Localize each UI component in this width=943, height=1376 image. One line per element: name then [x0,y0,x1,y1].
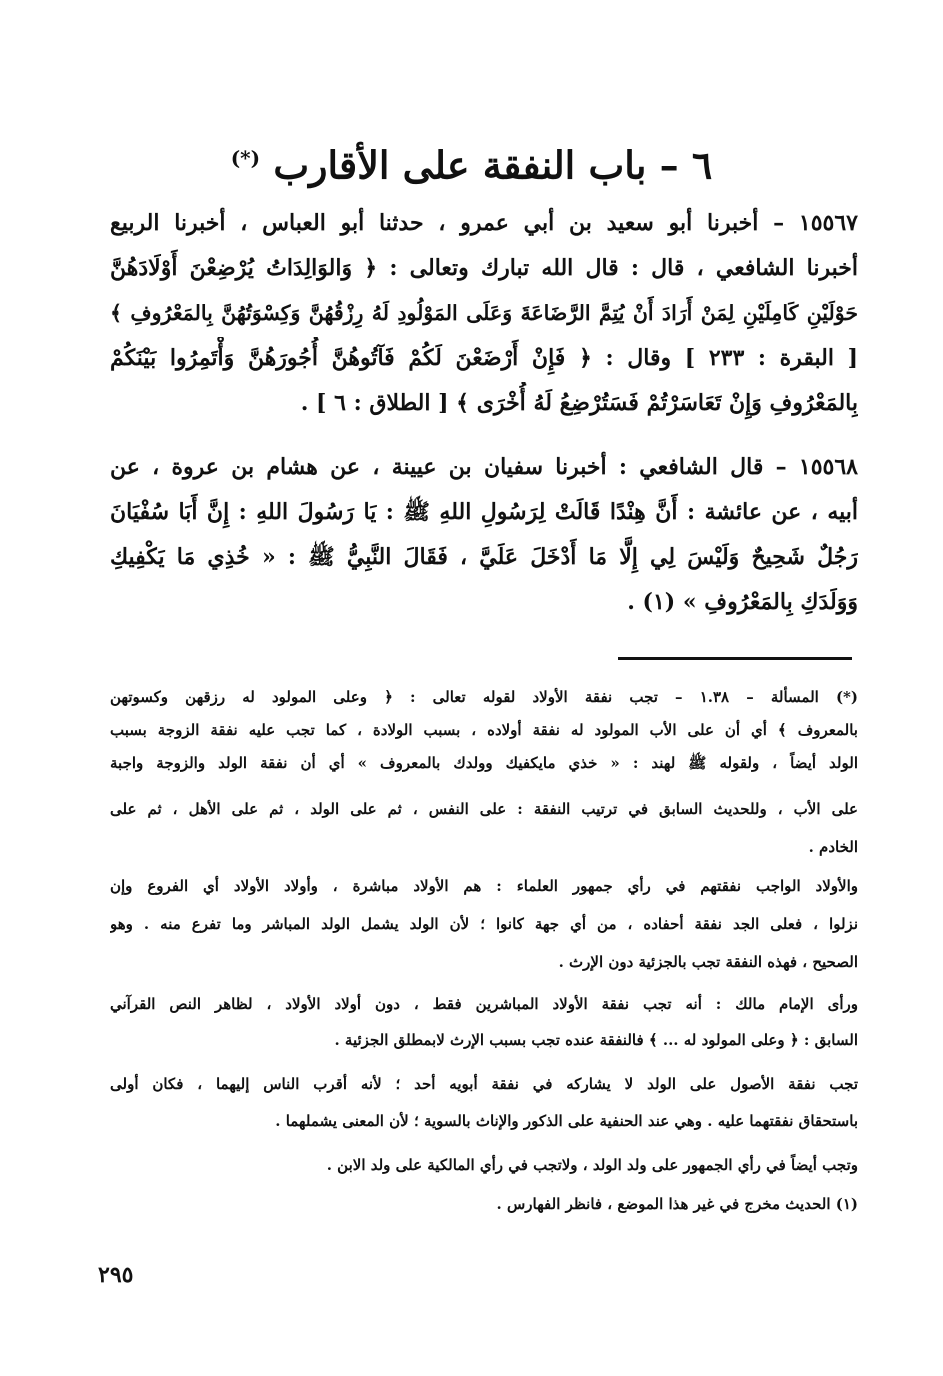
hadith-15568-line-1: ١٥٥٦٨ – قال الشافعي : أخبرنا سفيان بن عيينة ، عن هشام بن عروة ، عن [110,454,858,480]
page-number: ٢٩٥ [98,1262,134,1288]
footnote-line-12: باستحقاق نفقتهما عليه . وهي عند الحنفية على الذكور والإناث بالسوية ؛ لأن المعنى يشملهما . [275,1112,858,1130]
footnote-line-3: الولد أيضاً ، ولقوله ﷺ لهند : « خذي مايكفيك وولدك بالمعروف » أي أن نفقة الولد والزوجة واجبة [110,754,858,772]
chapter-footnote-mark: (*) [230,146,261,170]
footnote-line-6: والأولاد الواجب نفقتهم في رأي جمهور العلماء : هم الأولاد مباشرة ، وأولاد الأولاد أي الفروع وإن [110,877,858,895]
chapter-title [0,128,943,196]
hadith-15567-line-2: أخبرنا الشافعي ، قال : قال الله تبارك وتعالى : ﴿ وَالوَالِدَاتُ يُرْضِعْنَ أَوْلَادَهُنَّ [110,255,858,281]
footnote-line-1: (*) المسألة – ١.٣٨ – تجب نفقة الأولاد لقوله تعالى : ﴿ وعلى المولود له رزقهن وكسوتهن [110,688,858,706]
hadith-15567-line-1: ١٥٥٦٧ – أخبرنا أبو سعيد بن أبي عمرو ، حدثنا أبو العباس ، أخبرنا الربيع [110,210,858,236]
hadith-15568-line-3: رَجُلٌ شَحِيحٌ وَلَيْسَ لِي إِلَّا مَا أَدْخَلَ عَلَيَّ ، فَقَالَ النَّبِيُّ ﷺ : « خُذِي مَا يَكْفِيكِ [110,544,858,570]
footnote-line-8: الصحيح ، فهذه النفقة تجب بالجزئية دون الإرث . [558,953,858,971]
footnote-line-9: ورأى الإمام مالك : أنه تجب نفقة الأولاد المباشرين فقط ، دون أولاد الأولاد ، لظاهر النص القرآني [110,995,858,1013]
hadith-15567-line-3: حَوْلَيْنِ كَامِلَيْنِ لِمَنْ أَرَادَ أَنْ يُتِمَّ الرَّضَاعَةَ وَعَلَى المَوْلُودِ لَهُ رِزْقُهُنَّ وَكِسْوَتُهُنَّ بِالمَعْرُوفِ ﴾ [110,301,858,325]
hadith-15568-line-4: وَوَلَدَكِ بِالمَعْرُوفِ » (١) . [627,589,858,615]
footnote-divider [618,657,852,660]
footnote-line-2: بالمعروف ﴾ أي أن على الأب المولود له نفقة أولاده ، بسبب الولادة ، كما تجب عليه نفقة الزوجة بسبب [110,721,858,739]
footnote-line-13: وتجب أيضاً في رأي الجمهور على ولد الولد ، ولاتجب في رأي المالكية على ولد الابن . [326,1156,858,1174]
footnote-line-4: على الأب ، وللحديث السابق في ترتيب النفقة : على النفس ، ثم على الولد ، ثم على الأهل ، ثم على [110,800,858,818]
hadith-15567-line-4: [ البقرة : ٢٣٣ ] وقال : ﴿ فَإِنْ أَرْضَعْنَ لَكُمْ فَآتُوهُنَّ أُجُورَهُنَّ وَأْتَمِرُوا بَيْنَكُمْ [110,345,858,371]
footnote-line-7: نزلوا ، فعلى الجد نفقة أحفاده ، من أي جهة كانوا ؛ لأن الولد يشمل الولد المباشر وما تفرع منه . وهو [110,915,858,933]
footnote-line-14: (١) الحديث مخرج في غير هذا الموضع ، فانظر الفهارس . [496,1195,858,1213]
footnote-line-10: السابق : ﴿ وعلى المولود له ... ﴾ فالنفقة عنده تجب بسبب الإرث لابمطلق الجزئية . [334,1031,858,1049]
footnote-line-11: تجب نفقة الأصول على الولد لا يشاركه في نفقة أبويه أحد ؛ لأنه أقرب الناس إليهما ، فكان أولى [110,1075,858,1093]
footnote-line-5: الخادم . [808,838,858,856]
chapter-title-text: ٦ – باب النفقة على الأقارب [273,142,713,188]
hadith-15568-line-2: أبيه ، عن عائشة : أَنَّ هِنْدًا قَالَتْ لِرَسُولِ اللهِ ﷺ : يَا رَسُولَ اللهِ : إِنَّ أَبَا سُفْيَانَ [110,499,858,525]
hadith-15567-line-5: بِالمَعْرُوفِ وَإِنْ تَعَاسَرْتُمْ فَسَتُرْضِعُ لَهُ أُخْرَى ﴾ [ الطلاق : ٦ ] . [300,390,858,416]
